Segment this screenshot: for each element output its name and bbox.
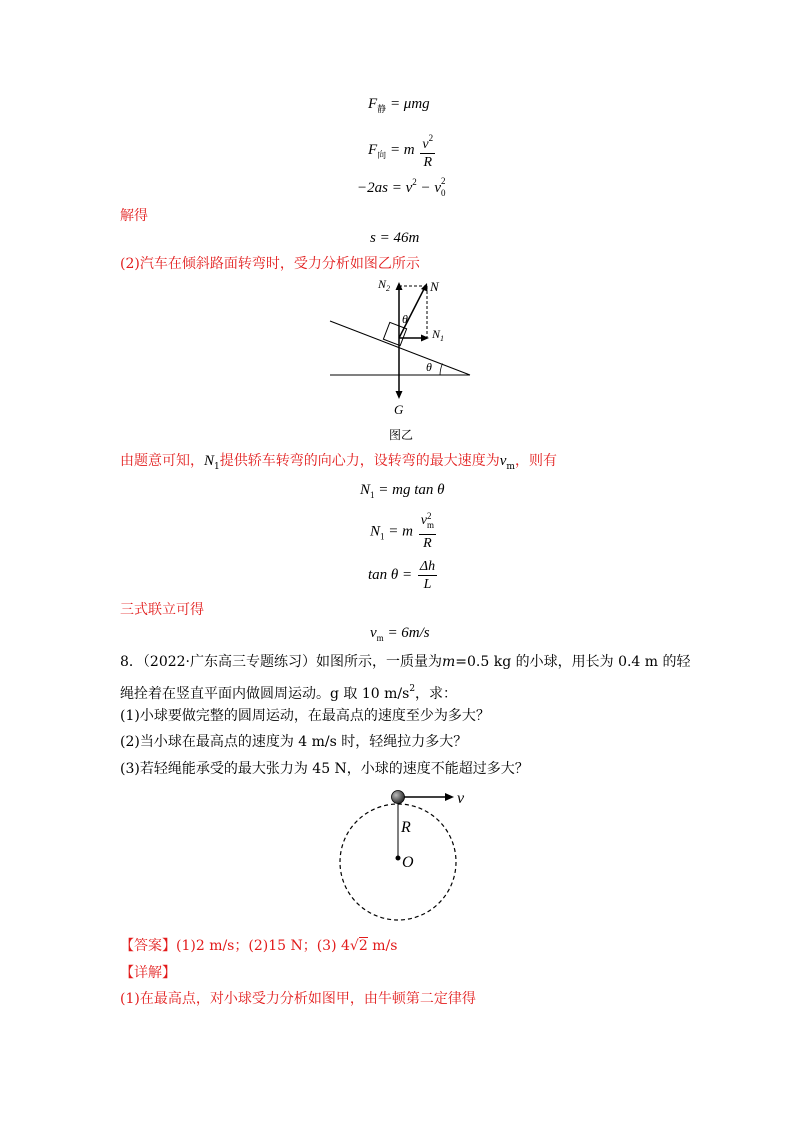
center-point-o <box>396 856 401 861</box>
eq6-lhs-sub: 1 <box>380 531 385 542</box>
eq6-denominator: R <box>423 536 432 551</box>
label-v: v <box>457 790 465 807</box>
q8-line2-sup: 2 <box>409 684 416 694</box>
figure-yi-diagram <box>320 278 480 423</box>
question8-line1 <box>120 652 691 672</box>
q8-line1-m: m <box>442 654 456 670</box>
eq2-subscript: 向 <box>377 149 387 160</box>
answer-tag: 【答案】 <box>120 938 176 954</box>
eq8-lhs: v <box>370 625 377 641</box>
part2-explanation <box>120 451 557 477</box>
answer-text: (1)2 m/s；(2)15 N；(3) 4 <box>176 938 350 954</box>
equation-n1-centripetal <box>370 512 438 552</box>
incline-line <box>330 321 470 375</box>
eq3-sup: 2 <box>412 177 417 187</box>
equation-centripetal-force <box>368 130 437 171</box>
eq8-lhs-sub: m <box>376 633 384 643</box>
answer-line: 【答案】(1)2 m/s；(2)15 N；(3) 4√2 m/s <box>120 938 398 954</box>
eq5-rhs: = mg tan θ <box>378 482 445 498</box>
q8-line1-pre: 8．（2022·广东高三专题练习）如图所示，一质量为 <box>120 654 442 670</box>
explain-v: v <box>499 453 507 469</box>
eq7-fraction <box>418 558 437 593</box>
equation-tan-ratio <box>368 558 439 593</box>
eq4-text: s = 46m <box>370 230 420 246</box>
explain-post: ，则有 <box>514 453 557 469</box>
eq5-lhs: N <box>360 482 371 498</box>
eq8-rhs: = 6m/s <box>387 625 430 641</box>
gravity-arrowhead <box>396 391 403 399</box>
eq2-equals: = m <box>389 141 415 158</box>
label-o: O <box>402 854 414 871</box>
figure-circle-diagram <box>330 785 480 935</box>
n1-arrowhead <box>421 335 429 342</box>
eq7-lhs: tan θ = <box>368 566 413 583</box>
label-r: R <box>401 819 411 836</box>
label-n1: $N_1$ <box>432 327 445 343</box>
eq6-numerator-sup: 2 <box>426 511 432 521</box>
equation-vm-result <box>370 625 430 643</box>
eq6-equals: = m <box>388 523 413 540</box>
eq3-lhs: −2as = v <box>357 180 413 196</box>
explain-pre: 由题意可知， <box>120 453 204 469</box>
angle-arc-bottom <box>440 364 443 376</box>
eq6-fraction <box>419 512 436 552</box>
detail-tag: 【详解】 <box>120 965 176 981</box>
label-theta-bottom: θ <box>426 360 432 374</box>
eq2-fraction <box>420 130 435 171</box>
equation-n1-tan <box>360 482 445 500</box>
combine-label: 三式联立可得 <box>120 602 204 618</box>
ball <box>392 791 405 804</box>
eq2-numerator: v <box>422 137 429 152</box>
eq6-lhs: N <box>370 523 381 540</box>
answer-unit: m/s <box>367 938 398 954</box>
eq1-subscript: 静 <box>377 104 387 114</box>
detail-line1: (1)在最高点，对小球受力分析如图甲，由牛顿第二定律得 <box>120 991 476 1007</box>
explain-symbol-sub: 1 <box>214 462 220 472</box>
eq7-denominator: L <box>423 577 432 592</box>
answer-root: 2 <box>358 938 368 954</box>
eq3-sup0: 2 <box>441 176 446 186</box>
figure-yi-caption: 图乙 <box>389 428 414 442</box>
eq5-lhs-sub: 1 <box>370 490 375 500</box>
explain-mid: 提供轿车转弯的向心力，设转弯的最大速度为 <box>219 453 500 469</box>
label-n2: $N_2$ <box>378 278 391 293</box>
question8-sub2: (2)当小球在最高点的速度为 4 m/s 时，轻绳拉力多大？ <box>120 734 468 750</box>
question8-sub1: (1)小球要做完整的圆周运动，在最高点的速度至少为多大？ <box>120 708 490 724</box>
eq1-force-symbol: F <box>368 96 378 112</box>
eq6-numerator-sub: m <box>426 520 434 530</box>
question8-line2 <box>120 679 457 704</box>
label-theta-top: θ <box>402 312 408 326</box>
eq2-numerator-sup: 2 <box>428 133 434 143</box>
q8-line1-post: =0.5 kg 的小球，用长为 0.4 m 的轻 <box>455 654 691 670</box>
eq7-numerator: Δh <box>419 559 436 574</box>
eq1-rhs: = μmg <box>389 96 430 112</box>
eq3-sub0: 0 <box>441 188 446 198</box>
equation-distance-result <box>370 230 419 247</box>
velocity-arrowhead <box>445 793 454 801</box>
explain-v-sub: m <box>506 462 515 472</box>
part2-text: (2)汽车在倾斜路面转弯时，受力分析如图乙所示 <box>120 256 420 272</box>
eq2-force-symbol: F <box>368 141 378 158</box>
question8-sub3: (3)若轻绳能承受的最大张力为 45 N，小球的速度不能超过多大？ <box>120 761 529 777</box>
q8-line2: 绳拴着在竖直平面内做圆周运动。g 取 10 m/s <box>120 686 410 702</box>
equation-kinematics <box>357 177 446 198</box>
explain-symbol: N <box>204 453 215 469</box>
solve-label: 解得 <box>120 208 148 224</box>
eq3-mid: − v <box>416 180 442 196</box>
label-n: N <box>430 279 439 294</box>
eq2-denominator: R <box>423 155 433 170</box>
label-g: G <box>394 402 404 417</box>
equation-static-friction <box>368 96 430 115</box>
eq6-numerator: v <box>420 513 427 528</box>
q8-line2-end: ，求： <box>415 686 458 702</box>
